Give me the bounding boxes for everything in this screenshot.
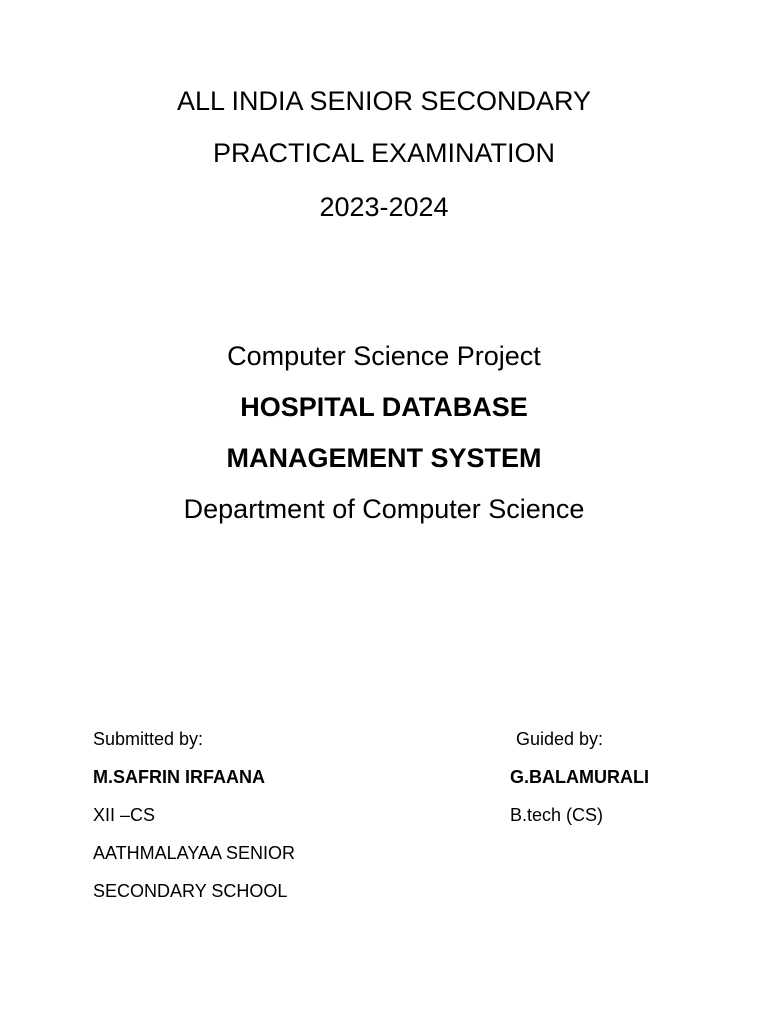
- department-name: Department of Computer Science: [183, 494, 585, 524]
- student-name: M.SAFRIN IRFAANA: [93, 767, 265, 787]
- guide-qualification: B.tech (CS): [510, 805, 604, 825]
- exam-title-line2: PRACTICAL EXAMINATION: [212, 138, 556, 168]
- school-name-line1: AATHMALAYAA SENIOR: [93, 843, 296, 863]
- guide-name: G.BALAMURALI: [510, 767, 649, 787]
- project-subject: Computer Science Project: [227, 341, 541, 371]
- guided-by-label: Guided by:: [516, 729, 604, 749]
- exam-title-line1: ALL INDIA SENIOR SECONDARY: [176, 86, 592, 116]
- student-class: XII –CS: [93, 805, 156, 825]
- project-title-line1: HOSPITAL DATABASE: [240, 392, 528, 422]
- exam-year: 2023-2024: [319, 192, 449, 222]
- submitted-by-label: Submitted by:: [93, 729, 204, 749]
- school-name-line2: SECONDARY SCHOOL: [93, 881, 288, 901]
- project-title-line2: MANAGEMENT SYSTEM: [226, 443, 542, 473]
